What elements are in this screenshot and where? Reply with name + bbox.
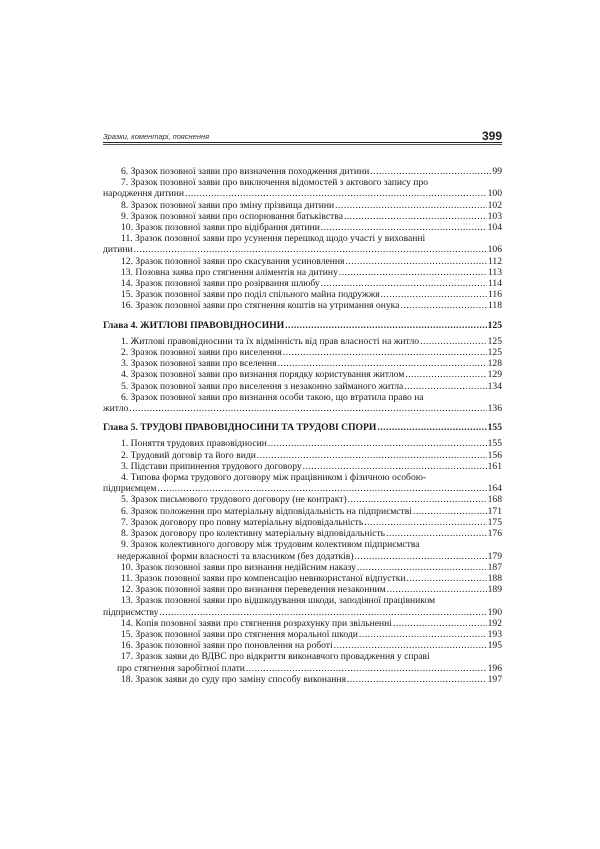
toc-entry-page: 104 bbox=[487, 222, 502, 234]
toc-entry-continuation bbox=[103, 663, 502, 674]
toc-entry-text: 17. Зразок заяви до ВДВС про відкриття виконавчого провадження у справі bbox=[121, 651, 430, 663]
toc-entry-text: 12. Зразок позовної заяви про скасування усиновлення bbox=[121, 255, 345, 267]
toc-entry-text: 6. Зразок позовної заяви про визначення походження дитини bbox=[121, 166, 370, 177]
toc-entry-text: 15. Зразок позовної заяви про поділ спільного майна подружжя bbox=[121, 289, 380, 301]
toc-entry-page: 176 bbox=[487, 528, 502, 540]
chapter-5-entries bbox=[103, 438, 502, 684]
toc-entry-text: 7. Зразок позовної заяви про виключення відомостей з актового запису про bbox=[121, 177, 429, 189]
toc-entry-text: 1. Поняття трудових правовідносин bbox=[121, 438, 267, 450]
header-rule bbox=[103, 142, 502, 143]
toc-entry bbox=[103, 494, 502, 505]
toc-entry-page: 187 bbox=[487, 561, 502, 573]
toc-entry-page: 102 bbox=[487, 199, 502, 211]
toc-entry-text: 9. Зразок позовної заяви про оспорювання батьківства bbox=[121, 210, 343, 222]
toc-entry bbox=[103, 289, 502, 300]
toc-entry-text: 8. Зразок договору про колективну матеріальну відповідальність bbox=[121, 528, 386, 540]
toc-entry-text-cont: народження дитини bbox=[103, 188, 185, 200]
table-of-contents bbox=[103, 166, 502, 685]
toc-entry-page: 136 bbox=[487, 403, 502, 415]
toc-entry bbox=[103, 517, 502, 528]
toc-entry-page: 103 bbox=[487, 210, 502, 222]
toc-entry-text: 5. Зразок письмового трудового договору (не контракт) bbox=[121, 494, 347, 506]
toc-entry-page: 161 bbox=[487, 460, 502, 472]
toc-entry bbox=[103, 166, 502, 177]
toc-entry bbox=[103, 267, 502, 278]
toc-entry-text: 8. Зразок позовної заяви про зміну прізвища дитини bbox=[121, 199, 335, 211]
toc-entry-text-cont: підприємству bbox=[103, 606, 159, 618]
header-rule-double bbox=[103, 144, 502, 145]
toc-entry bbox=[103, 573, 502, 584]
toc-entry-text: 18. Зразок заяви до суду про заміну способу виконання bbox=[121, 673, 346, 685]
toc-entry bbox=[103, 640, 502, 651]
chapter-4-heading bbox=[103, 320, 502, 331]
toc-entry-continuation bbox=[103, 188, 502, 199]
toc-entry-text: 3. Зразок позовної заяви про вселення bbox=[121, 358, 277, 370]
toc-entry-text: 3. Підстави припинення трудового договору bbox=[121, 460, 302, 472]
toc-entry-text: 14. Копія позовної заяви про стягнення розрахунку при звільненні bbox=[121, 617, 392, 629]
toc-entry-text: 5. Зразок позовної заяви про виселення з незаконно займаного житла bbox=[121, 380, 404, 392]
toc-entry-page: 99 bbox=[492, 166, 502, 177]
toc-entry-page: 155 bbox=[487, 438, 502, 450]
toc-entry bbox=[103, 381, 502, 392]
toc-entry-continuation bbox=[103, 607, 502, 618]
toc-entry bbox=[103, 562, 502, 573]
toc-entry bbox=[103, 300, 502, 311]
toc-entry-page: 100 bbox=[487, 188, 502, 200]
toc-entry-text-cont: дитини bbox=[103, 244, 133, 256]
toc-entry-page: 175 bbox=[487, 516, 502, 528]
toc-entry-page: 192 bbox=[487, 617, 502, 629]
toc-entry-page: 189 bbox=[487, 584, 502, 596]
toc-entry-line bbox=[103, 651, 502, 662]
toc-entry-text: 11. Зразок позовної заяви про усунення перешкод щодо участі у вихованні bbox=[121, 233, 426, 245]
toc-entry bbox=[103, 211, 502, 222]
toc-entry bbox=[103, 528, 502, 539]
toc-entry-page: 134 bbox=[487, 380, 502, 392]
chapter-5-page: 155 bbox=[487, 422, 502, 434]
toc-entry-page: 168 bbox=[487, 494, 502, 506]
toc-entry-page: 128 bbox=[487, 358, 502, 370]
toc-entry-page: 190 bbox=[487, 606, 502, 618]
toc-entry bbox=[103, 336, 502, 347]
toc-entry-continuation bbox=[103, 483, 502, 494]
page-header bbox=[103, 127, 502, 149]
toc-entry-line bbox=[103, 595, 502, 606]
chapter-4-entries bbox=[103, 336, 502, 414]
toc-entry-line bbox=[103, 392, 502, 403]
toc-entry-text: 16. Зразок позовної заяви про стягнення коштів на утримання онука bbox=[121, 300, 400, 312]
toc-entry bbox=[103, 200, 502, 211]
toc-entry bbox=[103, 438, 502, 449]
toc-entry-continuation bbox=[103, 403, 502, 414]
chapter-4-page: 125 bbox=[487, 319, 502, 331]
toc-entry bbox=[103, 618, 502, 629]
toc-entry-page: 106 bbox=[487, 244, 502, 256]
toc-entry-page: 114 bbox=[487, 278, 502, 290]
toc-entry bbox=[103, 674, 502, 685]
toc-entry-page: 113 bbox=[487, 266, 502, 278]
toc-entry-text: 7. Зразок договору про повну матеріальну відповідальність bbox=[121, 516, 364, 528]
toc-entry bbox=[103, 278, 502, 289]
chapter-4-title: Глава 4. ЖИТЛОВІ ПРАВОВІДНОСИНИ bbox=[103, 319, 285, 331]
page-number: 399 bbox=[481, 129, 502, 143]
toc-entry-line bbox=[103, 539, 502, 550]
toc-entry-text: 9. Зразок колективного договору між трудовим колективом підприємства bbox=[121, 539, 420, 551]
toc-entry-text: 10. Зразок позовної заяви про відібрання дитини bbox=[121, 222, 320, 234]
toc-entry-text: 4. Зразок позовної заяви про визнання порядку користування житлом bbox=[121, 369, 405, 381]
toc-entry-page: 156 bbox=[487, 449, 502, 461]
toc-entry-page: 116 bbox=[487, 289, 502, 301]
toc-entry-line bbox=[103, 177, 502, 188]
toc-entry-text-cont: недержавної форми власності та власником (без додатків) bbox=[117, 550, 354, 562]
toc-entry-text-cont: житло bbox=[103, 403, 129, 415]
toc-entry-page: 171 bbox=[487, 505, 502, 517]
chapter-5-heading bbox=[103, 422, 502, 433]
toc-entry-text: 6. Зразок позовної заяви про визнання особи такою, що втратила право на bbox=[121, 391, 424, 403]
toc-entry-page: 118 bbox=[487, 300, 502, 312]
toc-entry-page: 195 bbox=[487, 640, 502, 652]
chapter-3-entries bbox=[103, 166, 502, 312]
running-title: Зразки, коментарі, пояснення bbox=[103, 132, 210, 141]
toc-entry-page: 197 bbox=[487, 673, 502, 685]
toc-entry-text: 11. Зразок позовної заяви про компенсацію невикористаної відпустки bbox=[121, 572, 406, 584]
toc-entry bbox=[103, 629, 502, 640]
toc-entry-page: 164 bbox=[487, 483, 502, 495]
toc-entry-text: 6. Зразок положення про матеріальну відповідальність на підприємстві bbox=[121, 505, 412, 517]
toc-entry-continuation bbox=[103, 551, 502, 562]
toc-entry bbox=[103, 222, 502, 233]
toc-entry-continuation bbox=[103, 244, 502, 255]
chapter-5-title: Глава 5. ТРУДОВІ ПРАВОВІДНОСИНИ ТА ТРУДОВІ СПОРИ bbox=[103, 422, 377, 434]
toc-entry-page: 125 bbox=[487, 335, 502, 347]
toc-entry-line bbox=[103, 472, 502, 483]
toc-entry bbox=[103, 369, 502, 380]
toc-entry-text: 16. Зразок позовної заяви про поновлення на роботі bbox=[121, 640, 333, 652]
toc-entry-text: 13. Позовна заява про стягнення аліментів на дитину bbox=[121, 266, 338, 278]
toc-entry-page: 125 bbox=[487, 347, 502, 359]
toc-entry-page: 112 bbox=[487, 255, 502, 267]
toc-entry-text: 4. Типова форма трудового договору між працівником і фізичною особою- bbox=[121, 472, 427, 484]
toc-entry-text: 10. Зразок позовної заяви про визнання недійсним наказу bbox=[121, 561, 356, 573]
toc-entry-page: 193 bbox=[487, 628, 502, 640]
toc-entry bbox=[103, 347, 502, 358]
toc-entry-page: 129 bbox=[487, 369, 502, 381]
toc-entry bbox=[103, 461, 502, 472]
toc-entry bbox=[103, 256, 502, 267]
toc-entry-text: 12. Зразок позовної заяви про визнання переведення незаконним bbox=[121, 584, 386, 596]
toc-entry-text-cont: підприємцем bbox=[103, 483, 157, 495]
toc-entry-text: 2. Зразок позовної заяви про виселення bbox=[121, 347, 282, 359]
toc-entry-text-cont: про стягнення заробітної плати bbox=[117, 662, 245, 674]
toc-entry-text: 2. Трудовий договір та його види bbox=[121, 449, 256, 461]
toc-entry-line bbox=[103, 233, 502, 244]
toc-entry-page: 188 bbox=[487, 572, 502, 584]
toc-entry-text: 1. Житлові правовідносини та їх відмінність від прав власності на житло bbox=[121, 335, 420, 347]
toc-entry-page: 196 bbox=[487, 662, 502, 674]
toc-entry-text: 14. Зразок позовної заяви про розірвання шлюбу bbox=[121, 278, 320, 290]
toc-entry bbox=[103, 450, 502, 461]
toc-entry bbox=[103, 358, 502, 369]
toc-entry bbox=[103, 506, 502, 517]
toc-entry-text: 15. Зразок позовної заяви про стягнення моральної шкоди bbox=[121, 628, 358, 640]
toc-entry-text: 13. Зразок позовної заяви про відшкодування шкоди, заподіяної працівником bbox=[121, 595, 436, 607]
toc-entry bbox=[103, 584, 502, 595]
toc-entry-page: 179 bbox=[487, 550, 502, 562]
